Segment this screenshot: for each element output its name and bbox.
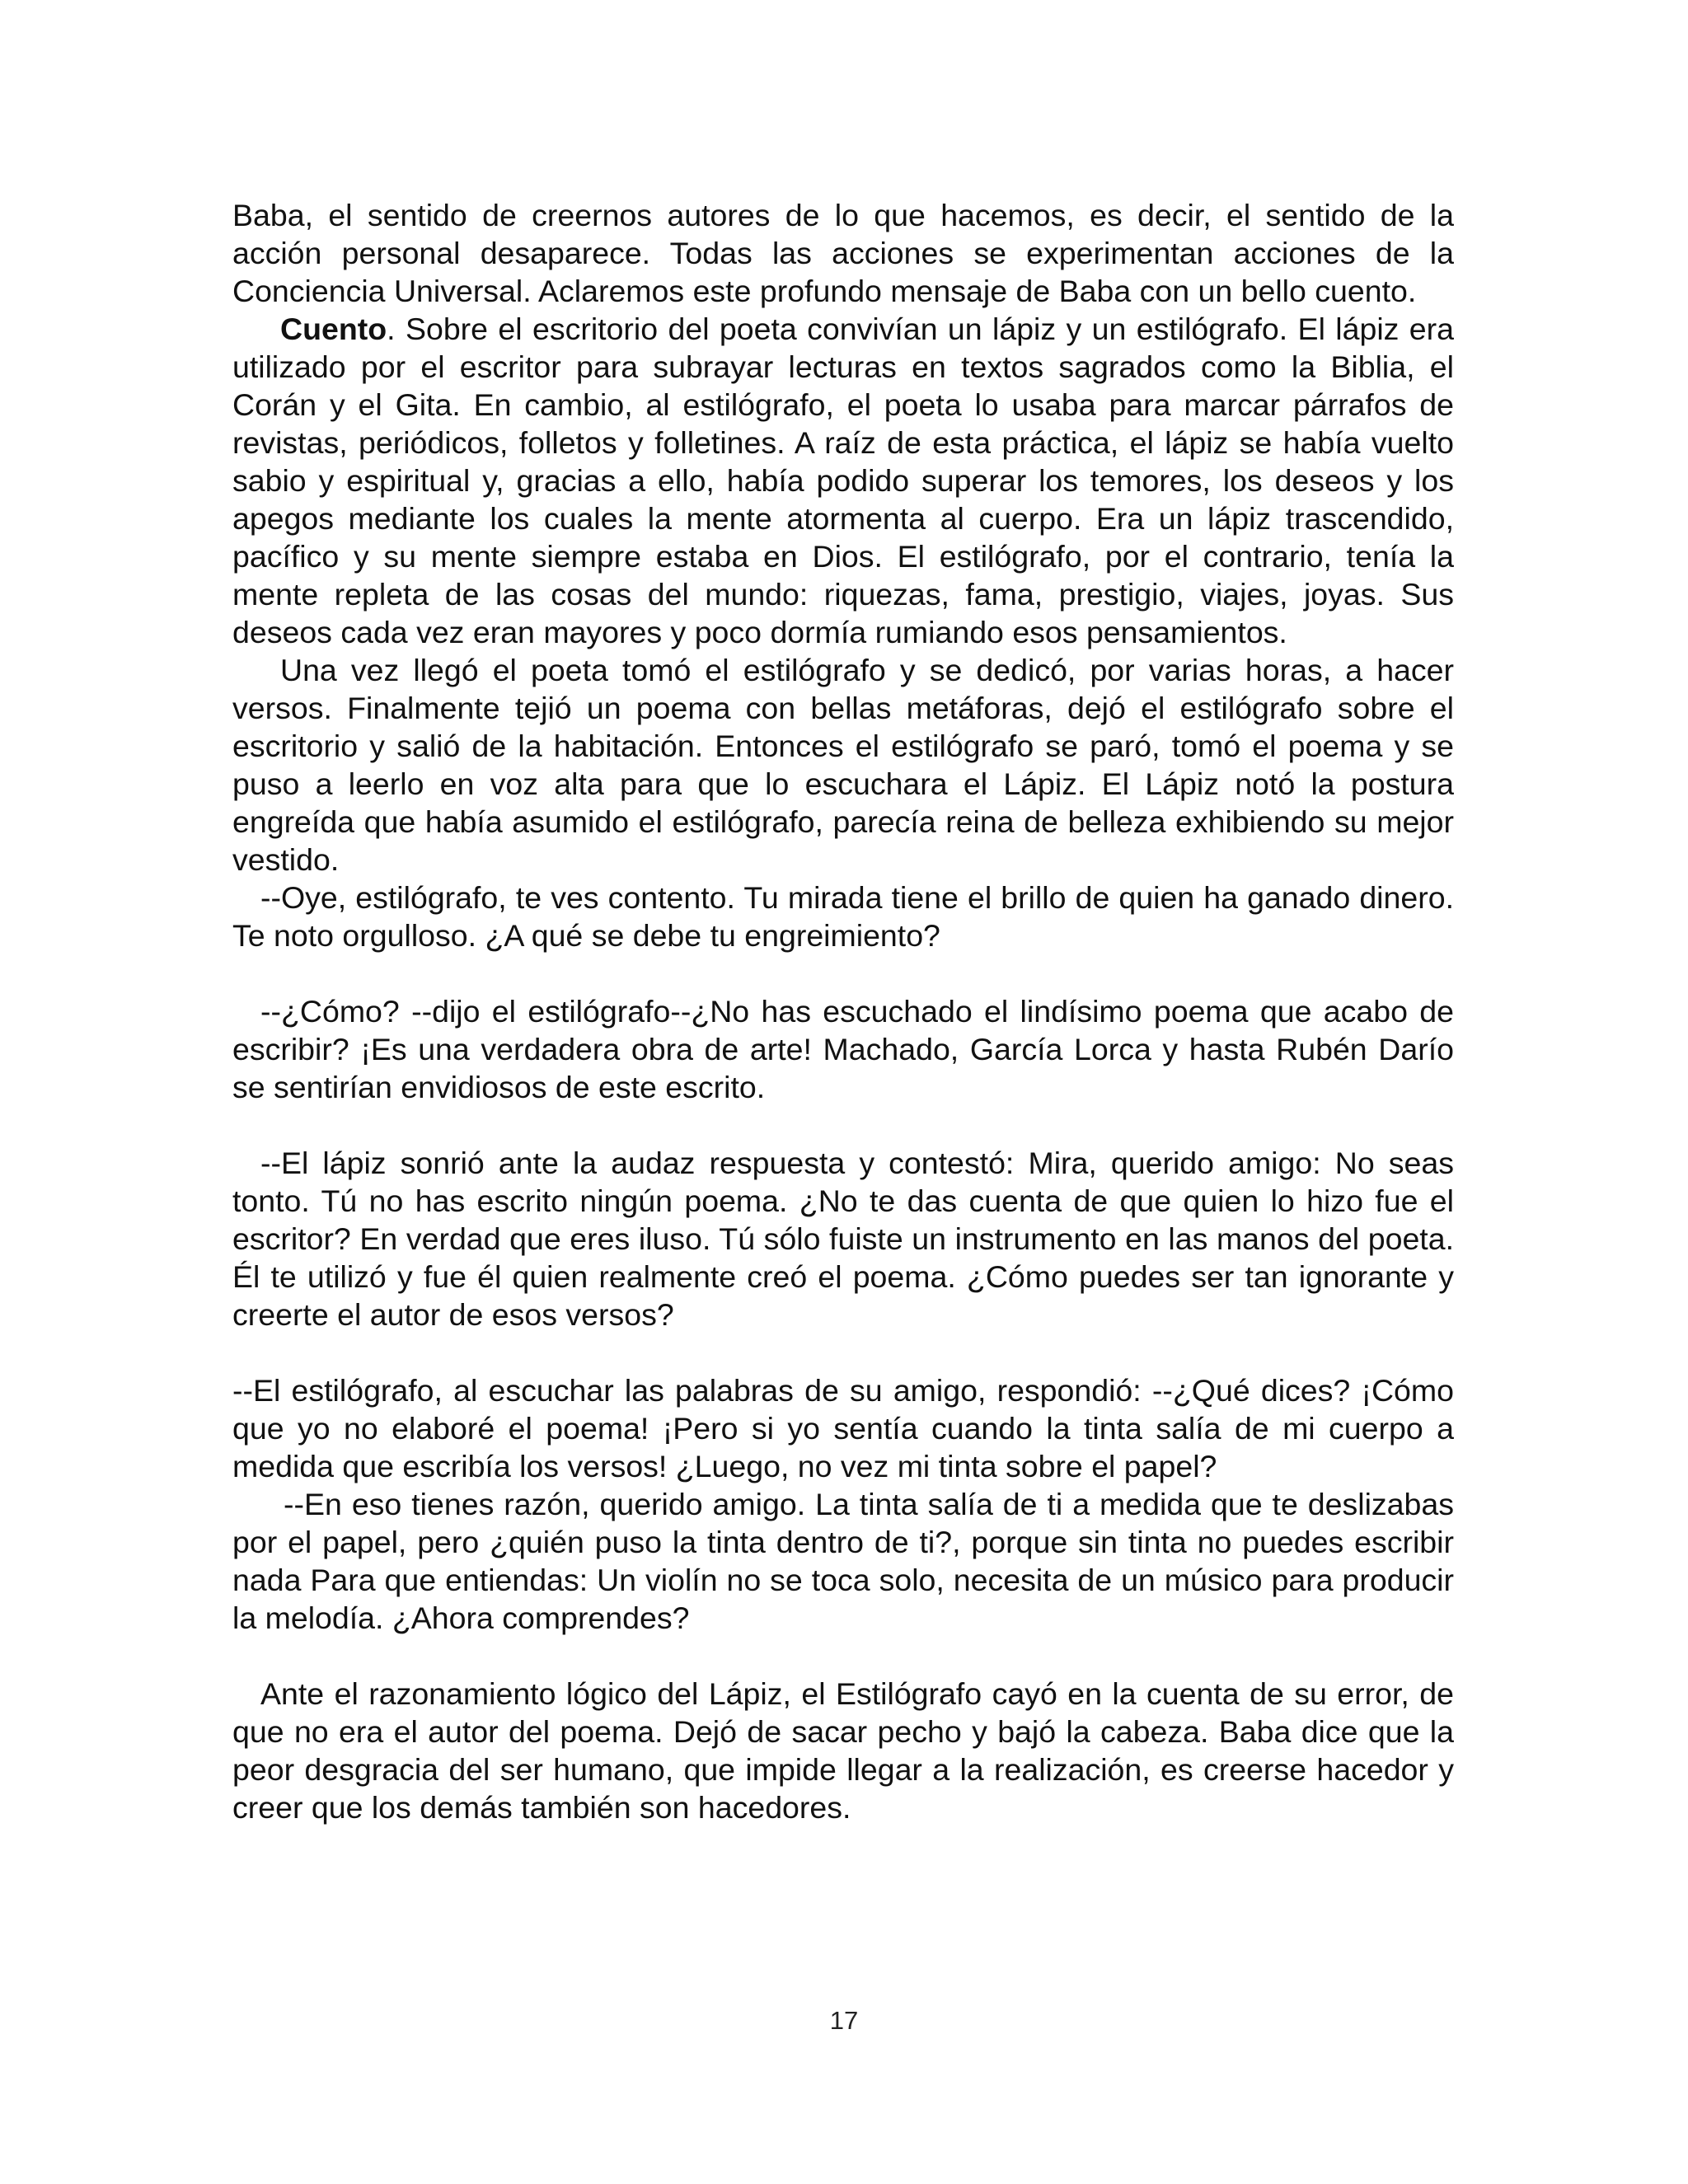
blank-line	[232, 954, 1454, 992]
cuento-heading: Cuento	[280, 312, 387, 346]
paragraph-lapiz-sonrio: --El lápiz sonrió ante la audaz respuesta y contestó: Mira, querido amigo: No seas tonto. Tú no has escrito ningún poema. ¿No te das cuenta de que quien lo hizo fue el escritor? En verdad que eres iluso. Tú sólo fuiste un instrumento en las manos del poeta. Él te utilizó y fue él quien realmente creó el poema. ¿Cómo puedes ser tan ignorante y creerte el autor de esos versos?	[232, 1146, 1454, 1332]
paragraph-conclusion: Ante el razonamiento lógico del Lápiz, el Estilógrafo cayó en la cuenta de su error, de que no era el autor del poema. Dejó de sacar pecho y bajó la cabeza. Baba dice que la peor desgracia del ser humano, que impide llegar a la realización, es creerse hacedor y creer que los demás también son hacedores.	[232, 1676, 1454, 1825]
paragraph-razon: --En eso tienes razón, querido amigo. La tinta salía de ti a medida que te deslizabas por el papel, pero ¿quién puso la tinta dentro de ti?, porque sin tinta no puedes escribir nada Para que entiendas: Un violín no se toca solo, necesita de un músico para producir la melodía. ¿Ahora comprendes?	[232, 1487, 1454, 1635]
paragraph-estilografo-responde: --El estilógrafo, al escuchar las palabras de su amigo, respondió: --¿Qué dices? ¡Cómo que yo no elaboré el poema! ¡Pero si yo sentía cuando la tinta salía de mi cuerpo a medida que escribía los versos! ¿Luego, no vez mi tinta sobre el papel?	[232, 1373, 1454, 1483]
paragraph-oye: --Oye, estilógrafo, te ves contento. Tu mirada tiene el brillo de quien ha ganado dinero. Te noto orgulloso. ¿A qué se debe tu engreimiento?	[232, 880, 1454, 953]
paragraph-intro: Baba, el sentido de creernos autores de lo que hacemos, es decir, el sentido de la acción personal desaparece. Todas las acciones se experimentan acciones de la Conciencia Universal. Aclaremos este profundo mensaje de Baba con un bello cuento.	[232, 198, 1454, 308]
paragraph-cuento	[232, 310, 1454, 651]
page-number: 17	[829, 2006, 859, 2035]
blank-line	[232, 1106, 1454, 1144]
blank-line	[232, 1333, 1454, 1371]
paragraph-como: --¿Cómo? --dijo el estilógrafo--¿No has escuchado el lindísimo poema que acabo de escribir? ¡Es una verdadera obra de arte! Machado, García Lorca y hasta Rubén Darío se sentirían envidiosos de este escrito.	[232, 994, 1454, 1104]
blank-line	[232, 1637, 1454, 1675]
paragraph-poeta: Una vez llegó el poeta tomó el estilógrafo y se dedicó, por varias horas, a hacer versos. Finalmente tejió un poema con bellas metáforas, dejó el estilógrafo sobre el escritorio y salió de la habitación. Entonces el estilógrafo se paró, tomó el poema y se puso a leerlo en voz alta para que lo escuchara el Lápiz. El Lápiz notó la postura engreída que había asumido el estilógrafo, parecía reina de belleza exhibiendo su mejor vestido.	[232, 653, 1454, 877]
page-body	[232, 196, 1454, 1826]
cuento-text: . Sobre el escritorio del poeta convivían un lápiz y un estilógrafo. El lápiz era utilizado por el escritor para subrayar lecturas en textos sagrados como la Biblia, el Corán y el Gita. En cambio, al estilógrafo, el poeta lo usaba para marcar párrafos de revistas, periódicos, folletos y folletines. A raíz de esta práctica, el lápiz se había vuelto sabio y espiritual y, gracias a ello, había podido superar los temores, los deseos y los apegos mediante los cuales la mente atormenta al cuerpo. Era un lápiz trascendido, pacífico y su mente siempre estaba en Dios. El estilógrafo, por el contrario, tenía la mente repleta de las cosas del mundo: riquezas, fama, prestigio, viajes, joyas. Sus deseos cada vez eran mayores y poco dormía rumiando esos pensamientos.	[232, 312, 1454, 649]
